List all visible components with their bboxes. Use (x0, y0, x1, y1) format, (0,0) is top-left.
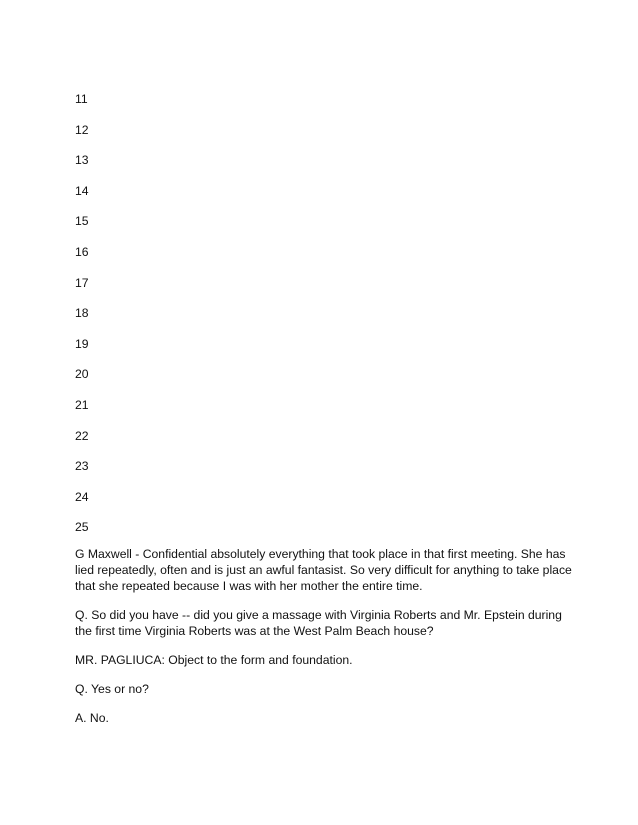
line-number: 23 (75, 459, 89, 474)
line-number: 24 (75, 489, 89, 504)
line-number: 15 (75, 214, 89, 229)
line-number: 21 (75, 397, 89, 412)
objection-paragraph: MR. PAGLIUCA: Object to the form and foundation. (75, 653, 353, 667)
line-number: 13 (75, 153, 89, 168)
annotation-paragraph: G Maxwell - Confidential absolutely everything that took place in that first meeting. She has lied repeatedly, often and is just an awful fantasist. So very difficult for anything to take place that she repeated because I was with her mother the entire time. (75, 547, 572, 593)
question-paragraph: Q. Yes or no? (75, 682, 149, 696)
transcript-body (75, 546, 575, 739)
question-paragraph: Q. So did you have -- did you give a massage with Virginia Roberts and Mr. Epstein during the first time Virginia Roberts was at the West Palm Beach house? (75, 608, 562, 638)
line-number: 25 (75, 520, 89, 535)
line-number-column (75, 91, 89, 550)
line-number: 20 (75, 367, 89, 382)
line-number: 19 (75, 336, 89, 351)
line-number: 16 (75, 244, 89, 259)
line-number: 12 (75, 122, 89, 137)
line-number: 17 (75, 275, 89, 290)
line-number: 14 (75, 183, 89, 198)
line-number: 11 (75, 92, 88, 106)
line-number: 18 (75, 306, 89, 321)
answer-paragraph: A. No. (75, 711, 109, 725)
line-number: 22 (75, 428, 89, 443)
